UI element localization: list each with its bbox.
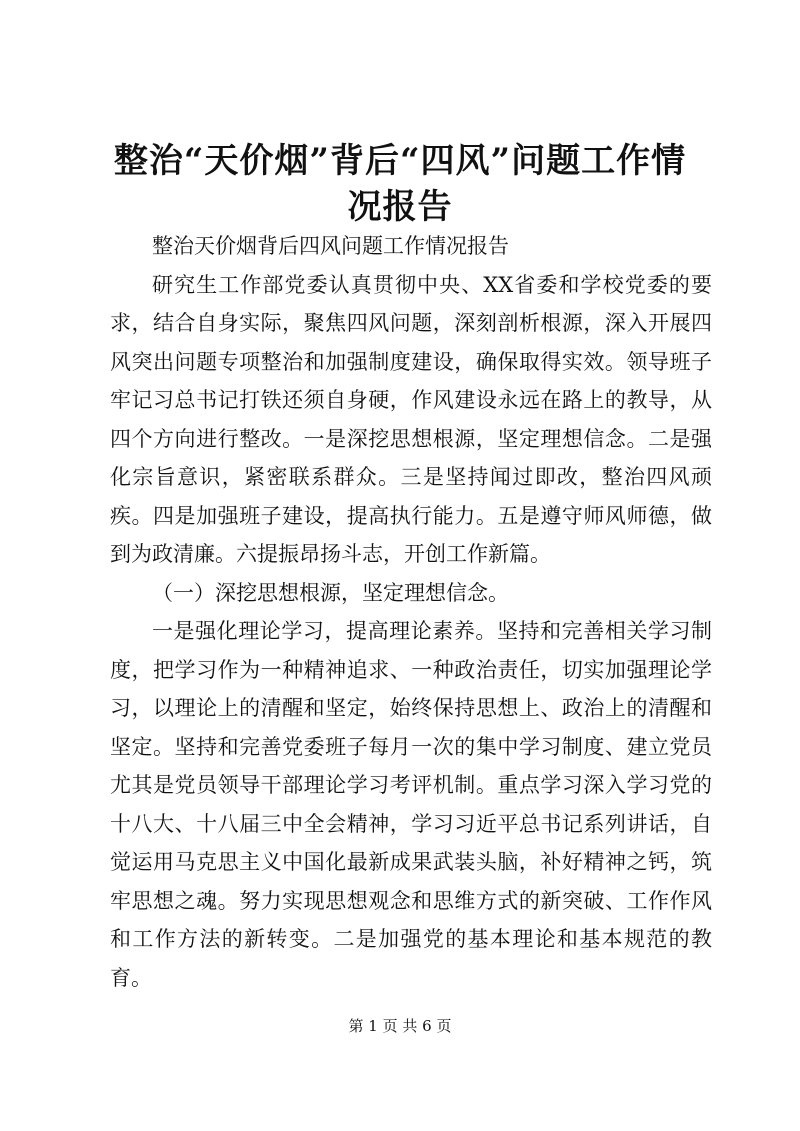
page-footer: [0, 1016, 800, 1036]
document-title: 整治“天价烟”背后“四风”问题工作情况报告: [113, 141, 687, 227]
intro-paragraph: 研究生工作部党委认真贯彻中央、XX省委和学校党委的要求，结合自身实际，聚焦四风问题，深刻剖析根源，深入开展四风突出问题专项整治和加强制度建设，确保取得实效。领导班子牢记习总书记打铁还须自身硬，作风建设永远在路上的教导，从四个方向进行整改。一是深挖思想根源，坚定理想信念。二是强化宗旨意识，紧密联系群众。三是坚持闻过即改，整治四风顽疾。四是加强班子建设，提高执行能力。五是遵守师风师德，做到为政清廉。六提振昂扬斗志，开创工作新篇。: [110, 272, 712, 566]
page-indicator: 第 1 页 共 6 页: [348, 1017, 452, 1035]
subtitle-paragraph: 整治天价烟背后四风问题工作情况报告: [152, 234, 509, 258]
document-body: [110, 227, 712, 997]
body-paragraph: 一是强化理论学习，提高理论素养。坚持和完善相关学习制度，把学习作为一种精神追求、一种政治责任，切实加强理论学习，以理论上的清醒和坚定，始终保持思想上、政治上的清醒和坚定。坚持和完善党委班子每月一次的集中学习制度、建立党员尤其是党员领导干部理论学习考评机制。重点学习深入学习党的十八大、十八届三中全会精神，学习习近平总书记系列讲话，自觉运用马克思主义中国化最新成果武装头脑，补好精神之钙，筑牢思想之魂。努力实现思想观念和思维方式的新突破、工作作风和工作方法的新转变。二是加强党的基本理论和基本规范的教育。: [110, 619, 712, 990]
section-heading: （一）深挖思想根源，坚定理想信念。: [152, 580, 509, 605]
